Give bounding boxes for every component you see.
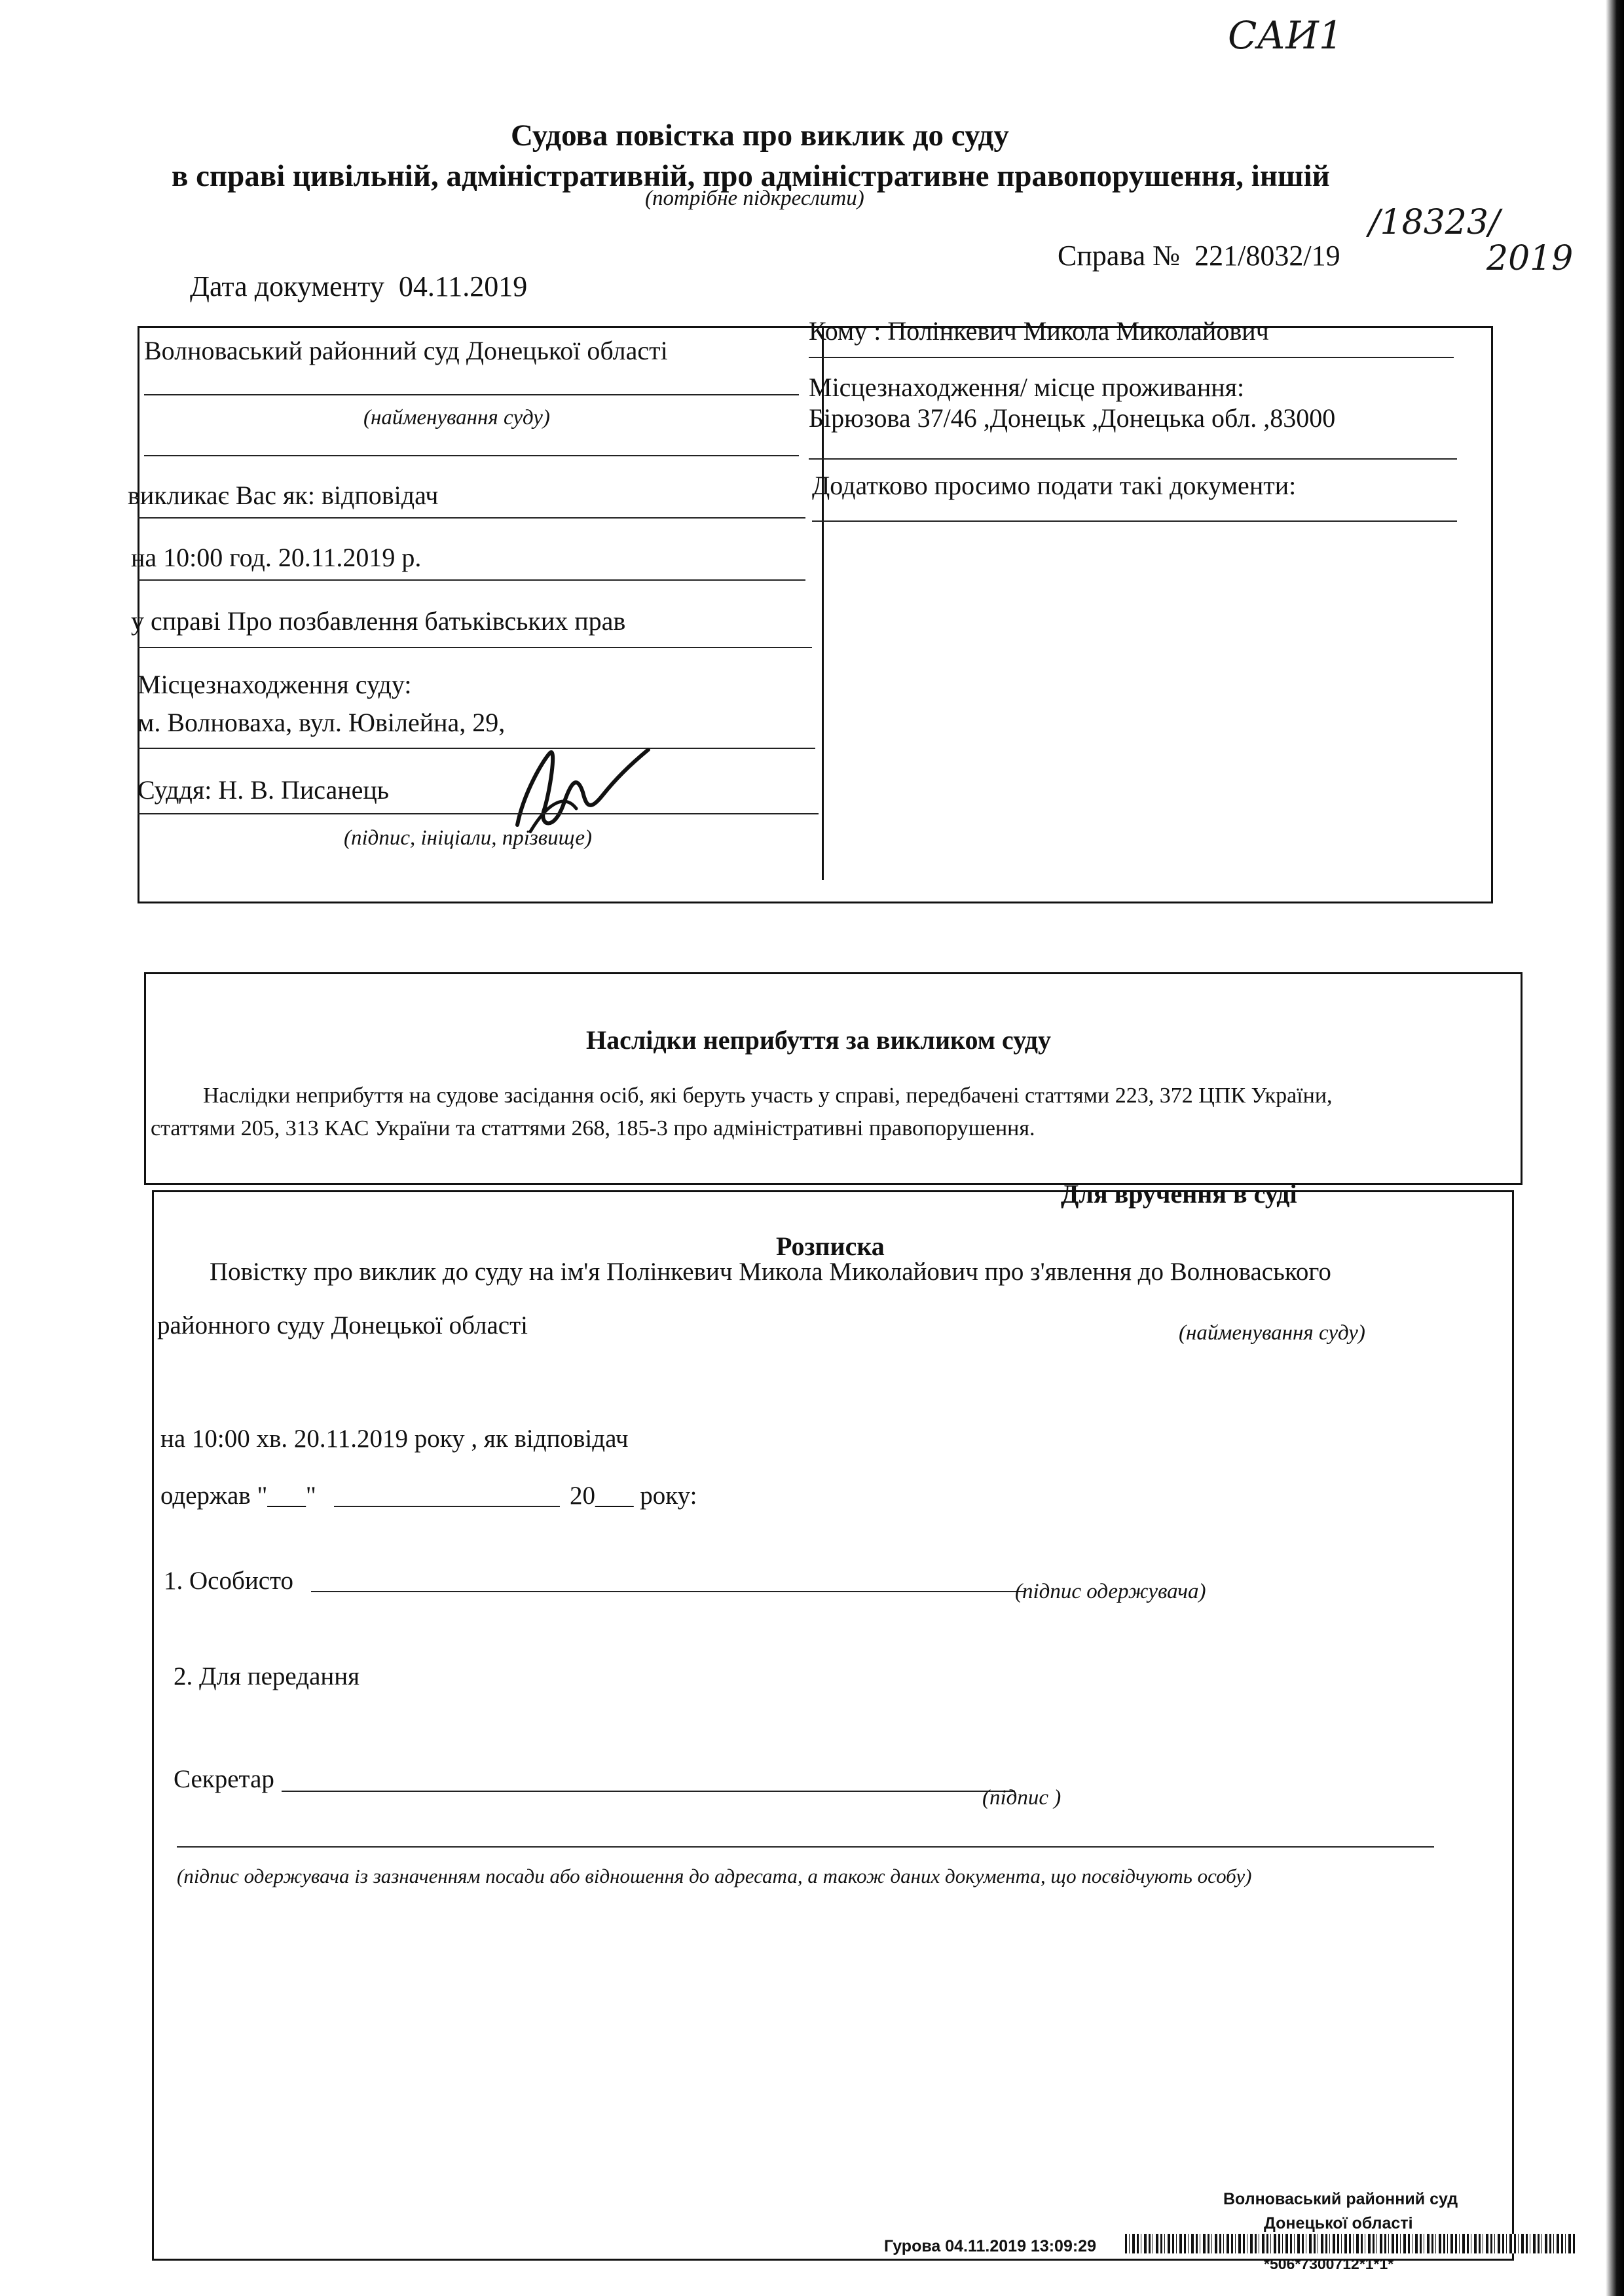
barcode-number: *506*7300712*1*1*: [1264, 2255, 1394, 2272]
recipient-address-label: Місцезнаходження/ місце проживання:: [809, 373, 1245, 402]
separator-line: [138, 748, 815, 749]
separator-line: [809, 357, 1454, 358]
consequences-title: Наслідки неприбуття за викликом суду: [586, 1025, 1051, 1055]
receipt-text-2: районного суду Донецької області: [157, 1311, 528, 1339]
secretary-label: Секретар: [174, 1765, 274, 1793]
handwritten-note: САИ1: [1228, 13, 1343, 58]
for-court-label: Для вручення в суді: [1061, 1179, 1297, 1209]
underline-note: (потрібне підкреслити): [645, 187, 864, 210]
personally-signature-field[interactable]: [311, 1591, 1025, 1592]
receipt-title: Розписка: [776, 1231, 885, 1261]
separator-line: [138, 517, 805, 519]
footer-court-name: Волноваський районний суд: [1223, 2190, 1458, 2208]
for-transfer-label: 2. Для передання: [174, 1662, 360, 1690]
court-name: Волноваський районний суд Донецької області: [144, 336, 668, 365]
hearing-time: на 10:00 год. 20.11.2019 р.: [131, 543, 422, 572]
separator-line: [812, 520, 1457, 522]
document-date-value: 04.11.2019: [398, 270, 528, 302]
clerk-stamp: Гурова 04.11.2019 13:09:29: [884, 2237, 1096, 2255]
consequences-box: [144, 972, 1522, 1185]
received-month-field[interactable]: [334, 1506, 560, 1507]
court-name-caption: (найменування суду): [363, 406, 550, 429]
document-title: Судова повістка про виклик до суду: [511, 118, 1009, 153]
barcode-icon: [1125, 2234, 1577, 2253]
secretary-signature-caption: (підпис ): [982, 1786, 1061, 1810]
court-location-value: м. Волноваха, вул. Ювілейна, 29,: [138, 708, 506, 737]
handwritten-case-year: 2019: [1486, 239, 1574, 278]
receipt-box: [152, 1190, 1514, 2261]
receipt-text-1: Повістку про виклик до суду на ім'я Полінкевич Микола Миколайович про з'явлення до Волноваського: [210, 1258, 1331, 1286]
case-subject: у справі Про позбавлення батьківських прав: [131, 606, 626, 636]
received-year: 20___ року:: [570, 1482, 697, 1510]
recipient-address-value: Бірюзова 37/46 ,Донецьк ,Донецька обл. ,83000: [809, 403, 1336, 433]
consequences-text-1: Наслідки неприбуття на судове засідання осіб, які беруть участь у справі, передбачені статтями 223, 372 ЦПК України,: [203, 1084, 1333, 1108]
recipient-details-caption: (підпис одержувача із зазначенням посади або відношення до адресата, а також даних документа, що посвідчують особу): [177, 1865, 1252, 1887]
separator-line: [138, 813, 819, 814]
separator-line: [138, 579, 805, 581]
separator-line: [138, 647, 812, 648]
judge-name: Суддя: Н. В. Писанець: [138, 775, 390, 805]
separator-line: [809, 458, 1457, 460]
document-subtitle: в справі цивільній, адміністративній, про адміністративне правопорушення, іншій: [172, 159, 1330, 193]
case-number-label: Справа № 221/8032/19: [1058, 240, 1340, 272]
consequences-text-2: статтями 205, 313 КАС України та статтями 268, 185-3 про адміністративні правопорушення.: [151, 1116, 1035, 1140]
personally-label: 1. Особисто: [164, 1567, 294, 1595]
recipient-signature-caption: (підпис одержувача): [1015, 1580, 1206, 1603]
footer-court-region: Донецької області: [1264, 2214, 1413, 2232]
recipient-name: Кому : Полінкевич Микола Миколайович: [809, 316, 1269, 346]
additional-documents-label: Додатково просимо подати такі документи:: [812, 471, 1297, 500]
court-name-line: [144, 394, 799, 395]
summons-role: викликає Вас як: відповідач: [128, 481, 439, 510]
recipient-details-field[interactable]: [177, 1846, 1434, 1848]
signature-caption: (підпис, ініціали, прізвище): [344, 826, 593, 850]
separator-line: [144, 455, 799, 456]
receipt-hearing-time: на 10:00 хв. 20.11.2019 року , як відповідач: [160, 1425, 629, 1453]
court-location-label: Місцезнаходження суду:: [138, 670, 412, 699]
secretary-signature-field[interactable]: [282, 1791, 1015, 1792]
receipt-court-caption: (найменування суду): [1179, 1321, 1365, 1345]
document-date: Дата документу 04.11.2019: [190, 270, 528, 302]
handwritten-case-suffix: /18323/: [1369, 203, 1500, 242]
scan-edge: [1606, 0, 1624, 2296]
case-number: 221/8032/19: [1194, 240, 1340, 272]
received-date-prefix: одержав "___": [160, 1482, 316, 1510]
